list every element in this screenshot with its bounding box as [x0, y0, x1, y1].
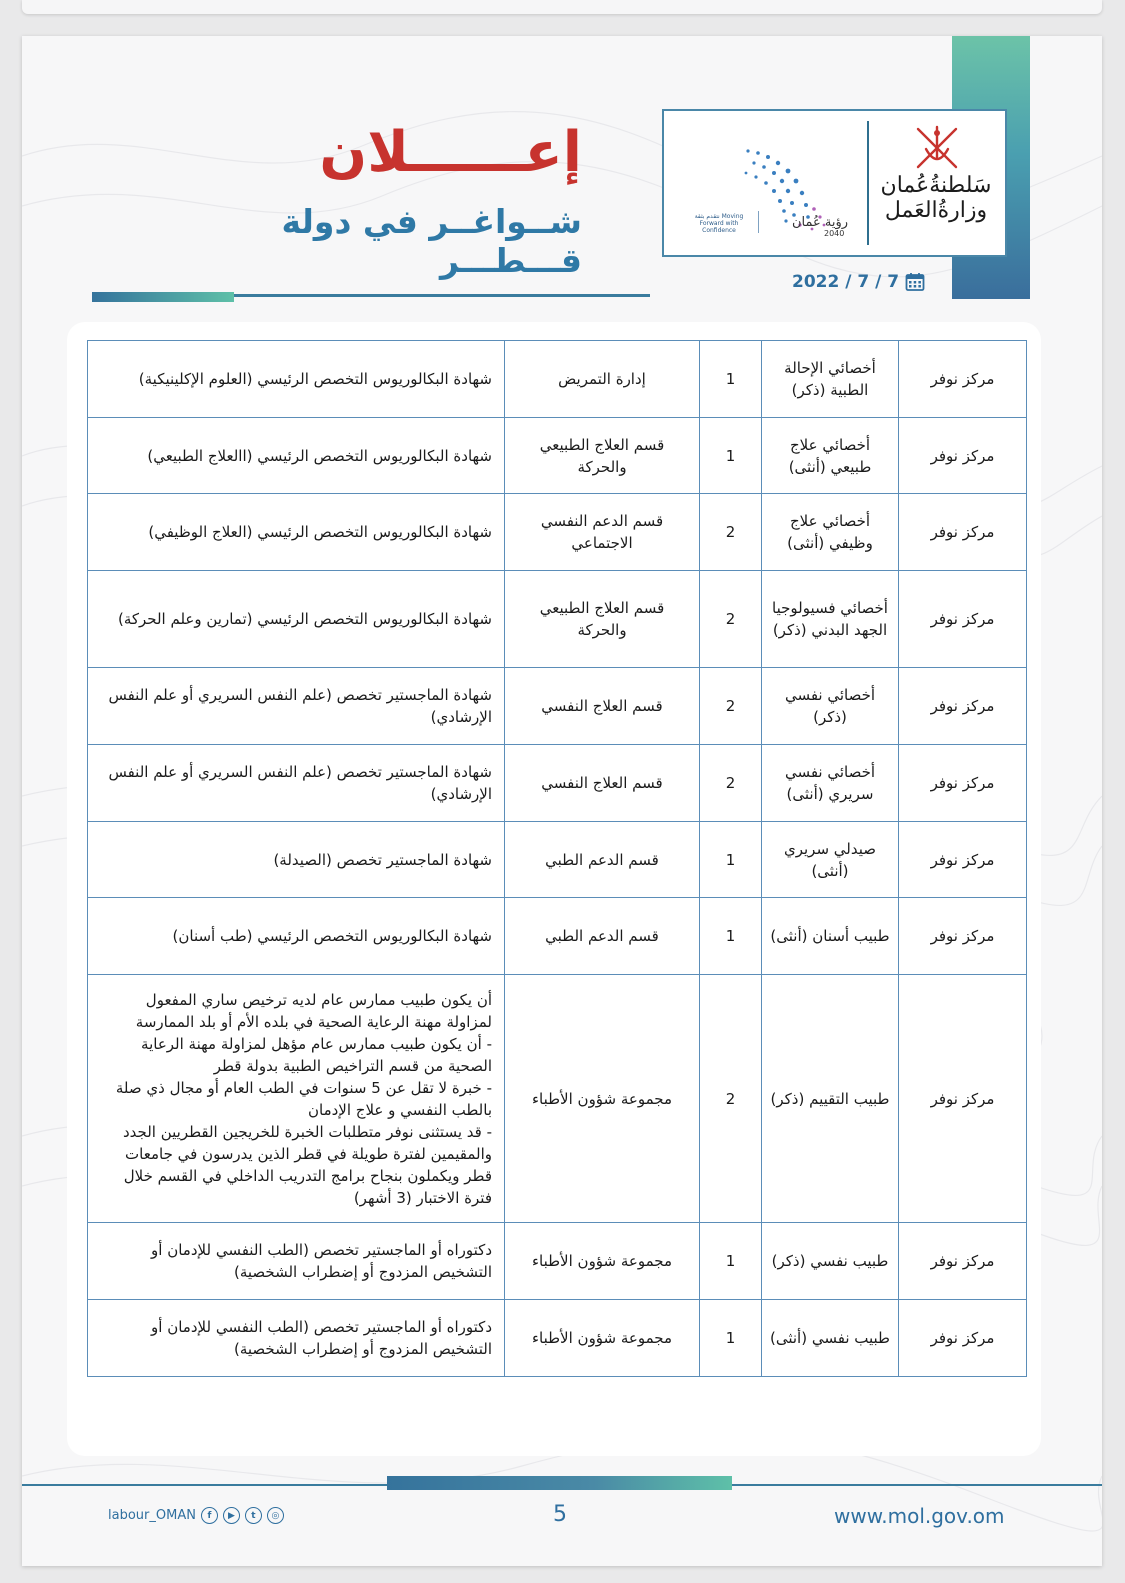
location-cell: مركز نوفر	[899, 822, 1027, 898]
qualification-cell	[88, 668, 505, 745]
vacancy-count-cell: 1	[700, 1300, 762, 1377]
job-title-cell: طبيب أسنان (أنثى)	[762, 898, 899, 975]
logo-divider	[867, 121, 869, 245]
website-link[interactable]: www.mol.gov.om	[834, 1504, 1005, 1528]
job-title-cell: أخصائي نفسي (ذكر)	[762, 668, 899, 745]
vacancies-table	[87, 340, 1027, 1377]
twitter-icon[interactable]: t	[245, 1507, 262, 1524]
qualification-cell	[88, 975, 505, 1223]
qualification-line: شهادة البكالوريوس التخصص الرئيسي (االعلاج الطبيعي)	[147, 446, 492, 465]
location-cell: مركز نوفر	[899, 975, 1027, 1223]
qualification-cell	[88, 571, 505, 668]
job-title-cell: أخصائي فسيولوجيا الجهد البدني (ذكر)	[762, 571, 899, 668]
social-handle[interactable]: labour_OMAN	[108, 1508, 196, 1523]
qualification-cell	[88, 1300, 505, 1377]
table-row	[88, 822, 1027, 898]
qualification-line: - خبرة لا تقل عن 5 سنوات في الطب العام أو مجال ذي صلة بالطب النفسي و علاج الإدمان	[115, 1078, 492, 1119]
document-page	[22, 36, 1102, 1566]
social-links	[108, 1507, 284, 1524]
qualification-line: شهادة الماجستير تخصص (الصيدلة)	[273, 850, 492, 869]
location-cell: مركز نوفر	[899, 571, 1027, 668]
qualification-cell	[88, 898, 505, 975]
vision-label: رؤية عُمان	[792, 215, 849, 230]
location-cell: مركز نوفر	[899, 668, 1027, 745]
calendar-icon	[905, 272, 925, 292]
job-title-cell: أخصائي علاج وظيفي (أنثى)	[762, 494, 899, 571]
qualification-line: شهادة الماجستير تخصص (علم النفس السريري أو علم النفس الإرشادي)	[108, 686, 492, 726]
vacancy-count-cell: 1	[700, 822, 762, 898]
table-row	[88, 975, 1027, 1223]
job-title-cell: طبيب نفسي (أنثى)	[762, 1300, 899, 1377]
vacancy-count-cell: 1	[700, 418, 762, 494]
qualification-line: شهادة البكالوريوس التخصص الرئيسي (العلاج الوظيفي)	[148, 523, 492, 541]
location-cell: مركز نوفر	[899, 898, 1027, 975]
department-cell: قسم العلاج النفسي	[505, 745, 700, 822]
table-row	[88, 571, 1027, 668]
instagram-icon[interactable]: ◎	[267, 1507, 284, 1524]
ministry-logo-box	[662, 109, 1007, 257]
department-cell: قسم الدعم الطبي	[505, 898, 700, 975]
vision-year: 2040	[824, 229, 845, 238]
vacancy-count-cell: 1	[700, 341, 762, 418]
qualification-line: شهادة البكالوريوس التخصص الرئيسي (طب أسنان)	[172, 927, 492, 945]
vacancy-count-cell: 2	[700, 494, 762, 571]
vacancy-count-cell: 2	[700, 745, 762, 822]
job-title-cell: صيدلي سريري (أنثى)	[762, 822, 899, 898]
qualification-line: دكتوراه أو الماجستير تخصص (الطب النفسي للإدمان أو التشخيص المزدوج أو إضطراب الشخصية)	[151, 1241, 492, 1281]
qualification-cell	[88, 1223, 505, 1300]
facebook-icon[interactable]: f	[201, 1507, 218, 1524]
vacancy-count-cell: 1	[700, 898, 762, 975]
location-cell: مركز نوفر	[899, 494, 1027, 571]
qualification-cell	[88, 418, 505, 494]
vision-separator	[758, 211, 759, 233]
location-cell: مركز نوفر	[899, 418, 1027, 494]
ministry-name	[876, 173, 996, 224]
vision-tagline: نتقدم بثقة Moving Forward with Confidence	[694, 213, 744, 235]
vacancy-count-cell: 1	[700, 1223, 762, 1300]
previous-page-edge	[22, 0, 1102, 14]
table-row	[88, 418, 1027, 494]
job-title-cell: أخصائي الإحالة الطبية (ذكر)	[762, 341, 899, 418]
qualification-cell	[88, 745, 505, 822]
qualification-line: - قد يستثنى نوفر متطلبات الخبرة للخريجين القطريين الجدد والمقيمين لفترة طويلة في قطر الذين يدرسون في جامعات قطر ويكملون بنجاح برامج التدريب الداخلي في القسم خلال فترة الاختبار (3 أشهر)	[122, 1122, 492, 1207]
announcement-date: 2022 / 7 / 7	[792, 272, 900, 292]
location-cell: مركز نوفر	[899, 341, 1027, 418]
department-cell: مجموعة شؤون الأطباء	[505, 1223, 700, 1300]
department-cell: قسم الدعم النفسي الاجتماعي	[505, 494, 700, 571]
department-cell: إدارة التمريض	[505, 341, 700, 418]
table-row	[88, 668, 1027, 745]
qualification-line: شهادة البكالوريوس التخصص الرئيسي (العلوم الإكلينيكية)	[138, 370, 492, 388]
page-number: 5	[553, 1502, 567, 1527]
job-title-cell: طبيب التقييم (ذكر)	[762, 975, 899, 1223]
qualification-line: أن يكون طبيب ممارس عام لديه ترخيص ساري المفعول لمزاولة مهنة الرعاية الصحية في بلده الأم أو بلد الممارسة	[135, 990, 492, 1031]
footer-accent-bar	[387, 1476, 732, 1490]
department-cell: قسم العلاج الطبيعي والحركة	[505, 418, 700, 494]
announcement-title: إعــــــلان	[319, 120, 582, 185]
department-cell: مجموعة شؤون الأطباء	[505, 1300, 700, 1377]
job-title-cell: أخصائي علاج طبيعي (أنثى)	[762, 418, 899, 494]
job-title-cell: أخصائي نفسي سريري (أنثى)	[762, 745, 899, 822]
table-row	[88, 341, 1027, 418]
qualification-cell	[88, 822, 505, 898]
qualification-line: شهادة البكالوريوس التخصص الرئيسي (تمارين وعلم الحركة)	[117, 610, 492, 628]
table-row	[88, 1300, 1027, 1377]
ministry-line-1: سَلطنةُعُمان	[880, 173, 992, 198]
table-row	[88, 745, 1027, 822]
qualification-line: - أن يكون طبيب ممارس عام مؤهل لمزاولة مهنة الرعاية الصحية من قسم التراخيص الطبية بدولة قطر	[141, 1034, 492, 1075]
location-cell: مركز نوفر	[899, 1300, 1027, 1377]
qualification-line: دكتوراه أو الماجستير تخصص (الطب النفسي للإدمان أو التشخيص المزدوج أو إضطراب الشخصية)	[151, 1318, 492, 1358]
qualification-cell	[88, 494, 505, 571]
table-row	[88, 1223, 1027, 1300]
qualification-cell	[88, 341, 505, 418]
table-row	[88, 494, 1027, 571]
content-card	[67, 322, 1041, 1456]
job-title-cell: طبيب نفسي (ذكر)	[762, 1223, 899, 1300]
location-cell: مركز نوفر	[899, 1223, 1027, 1300]
date-row	[792, 272, 925, 292]
youtube-icon[interactable]: ▶	[223, 1507, 240, 1524]
location-cell: مركز نوفر	[899, 745, 1027, 822]
table-row	[88, 898, 1027, 975]
vacancy-count-cell: 2	[700, 668, 762, 745]
department-cell: قسم العلاج النفسي	[505, 668, 700, 745]
department-cell: قسم العلاج الطبيعي والحركة	[505, 571, 700, 668]
vacancy-count-cell: 2	[700, 571, 762, 668]
announcement-subtitle: شــواغــر في دولة قـــطـــر	[281, 202, 582, 280]
ministry-line-2: وزارةُالعَمل	[884, 198, 988, 224]
header-accent-bar	[92, 292, 234, 302]
vacancy-count-cell: 2	[700, 975, 762, 1223]
department-cell: مجموعة شؤون الأطباء	[505, 975, 700, 1223]
department-cell: قسم الدعم الطبي	[505, 822, 700, 898]
qualification-line: شهادة الماجستير تخصص (علم النفس السريري أو علم النفس الإرشادي)	[108, 763, 492, 803]
vacancies-table-body	[88, 341, 1027, 1377]
oman-emblem-icon	[912, 123, 962, 179]
